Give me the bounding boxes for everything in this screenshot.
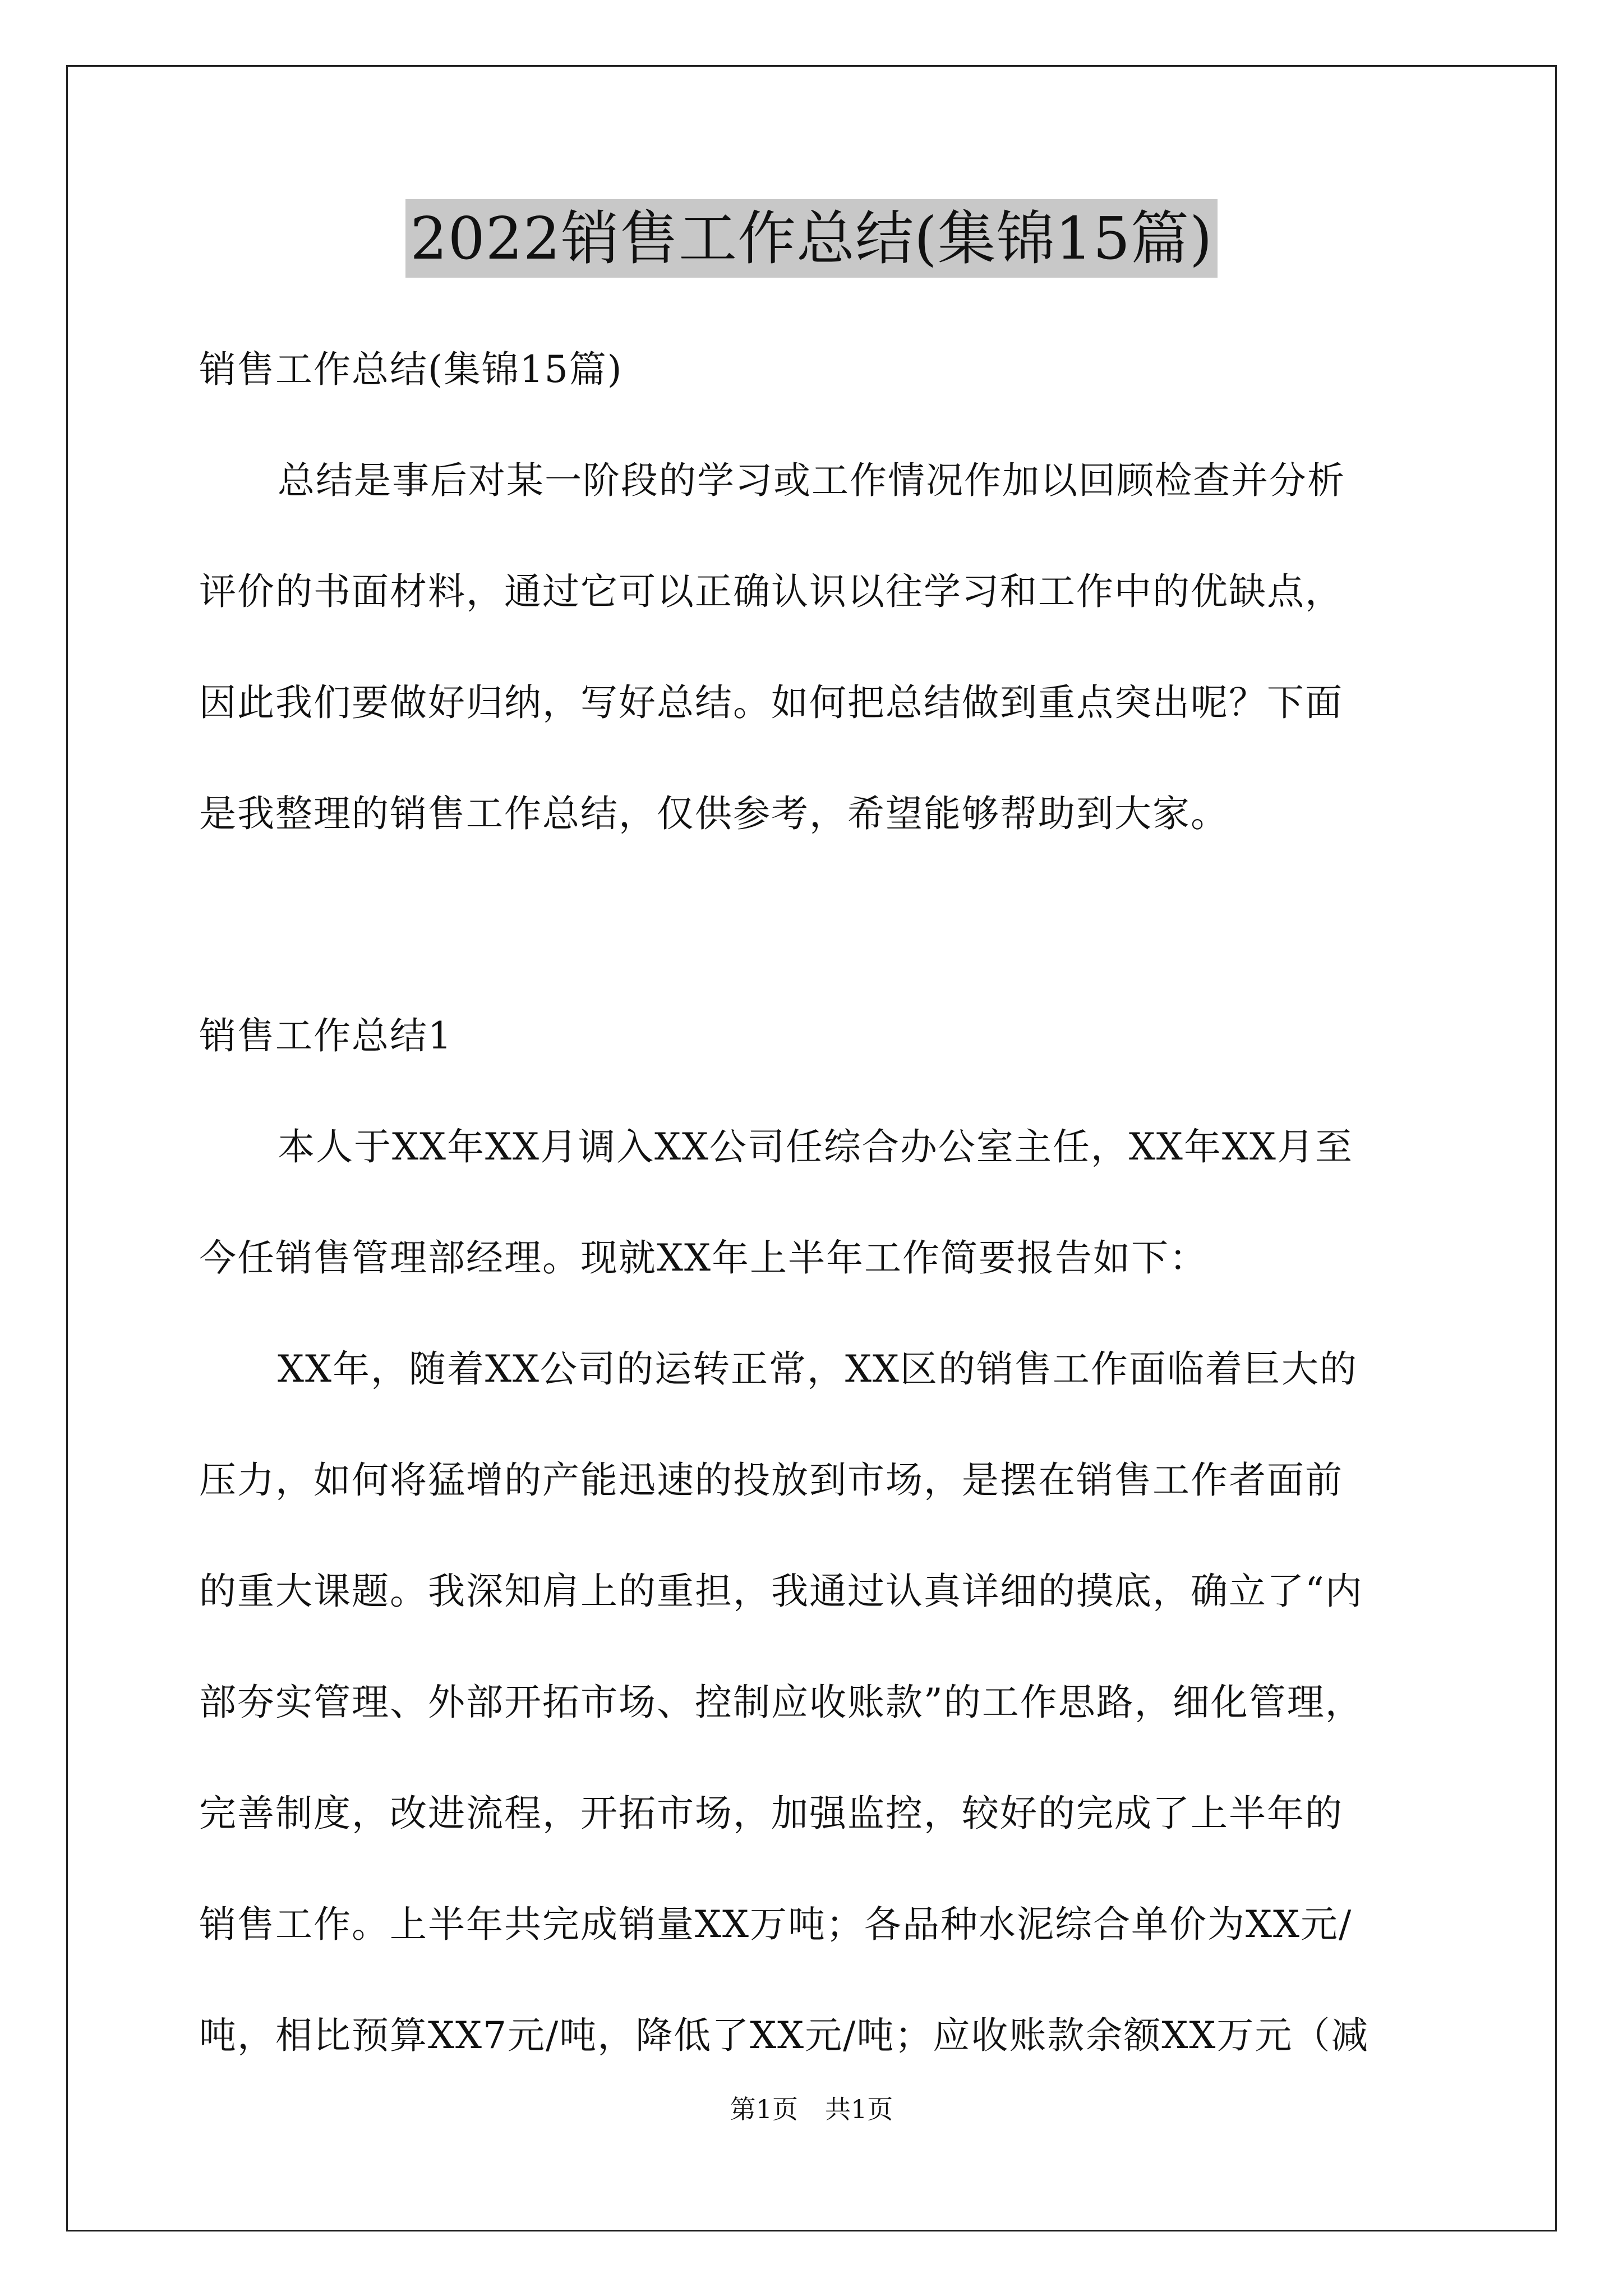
section-heading: 销售工作总结1 bbox=[199, 1014, 453, 1057]
paragraph-line: 的重大课题。我深知肩上的重担，我通过认真详细的摸底，确立了“内 bbox=[199, 1570, 1363, 1613]
intro-paragraph bbox=[199, 425, 1433, 869]
paragraph-line: 因此我们要做好归纳，写好总结。如何把总结做到重点突出呢？下面 bbox=[199, 681, 1343, 724]
paragraph-line: 总结是事后对某一阶段的学习或工作情况作加以回顾检查并分析 bbox=[278, 459, 1345, 502]
title-area bbox=[0, 199, 1623, 278]
document-subtitle: 销售工作总结(集锦15篇) bbox=[199, 348, 623, 391]
page-total: 共1页 bbox=[825, 2094, 893, 2124]
paragraph-line: 本人于XX年XX月调入XX公司任综合办公室主任，XX年XX月至 bbox=[278, 1125, 1353, 1168]
page-footer bbox=[0, 2092, 1623, 2126]
paragraph-line: 是我整理的销售工作总结，仅供参考，希望能够帮助到大家。 bbox=[199, 792, 1229, 835]
paragraph-line: 今任销售管理部经理。现就XX年上半年工作简要报告如下： bbox=[199, 1236, 1207, 1280]
document-title: 2022销售工作总结(集锦15篇) bbox=[405, 199, 1217, 278]
section-paragraph bbox=[199, 1092, 1433, 1314]
section-paragraph bbox=[199, 1314, 1433, 2091]
paragraph-line: 吨，相比预算XX7元/吨，降低了XX元/吨；应收账款余额XX万元（减 bbox=[199, 2014, 1370, 2057]
document-body bbox=[199, 314, 1433, 2091]
paragraph-line: 部夯实管理、外部开拓市场、控制应收账款”的工作思路，细化管理， bbox=[199, 1681, 1363, 1724]
page-number: 第1页 bbox=[730, 2094, 798, 2124]
paragraph-line: XX年，随着XX公司的运转正常，XX区的销售工作面临着巨大的 bbox=[278, 1347, 1358, 1391]
paragraph-line: 评价的书面材料，通过它可以正确认识以往学习和工作中的优缺点， bbox=[199, 570, 1343, 613]
paragraph-line: 销售工作。上半年共完成销量XX万吨；各品种水泥综合单价为XX元/ bbox=[199, 1903, 1353, 1946]
paragraph-line: 完善制度，改进流程，开拓市场，加强监控，较好的完成了上半年的 bbox=[199, 1792, 1343, 1835]
paragraph-line: 压力，如何将猛增的产能迅速的投放到市场，是摆在销售工作者面前 bbox=[199, 1458, 1343, 1502]
blank-line bbox=[199, 869, 1433, 981]
